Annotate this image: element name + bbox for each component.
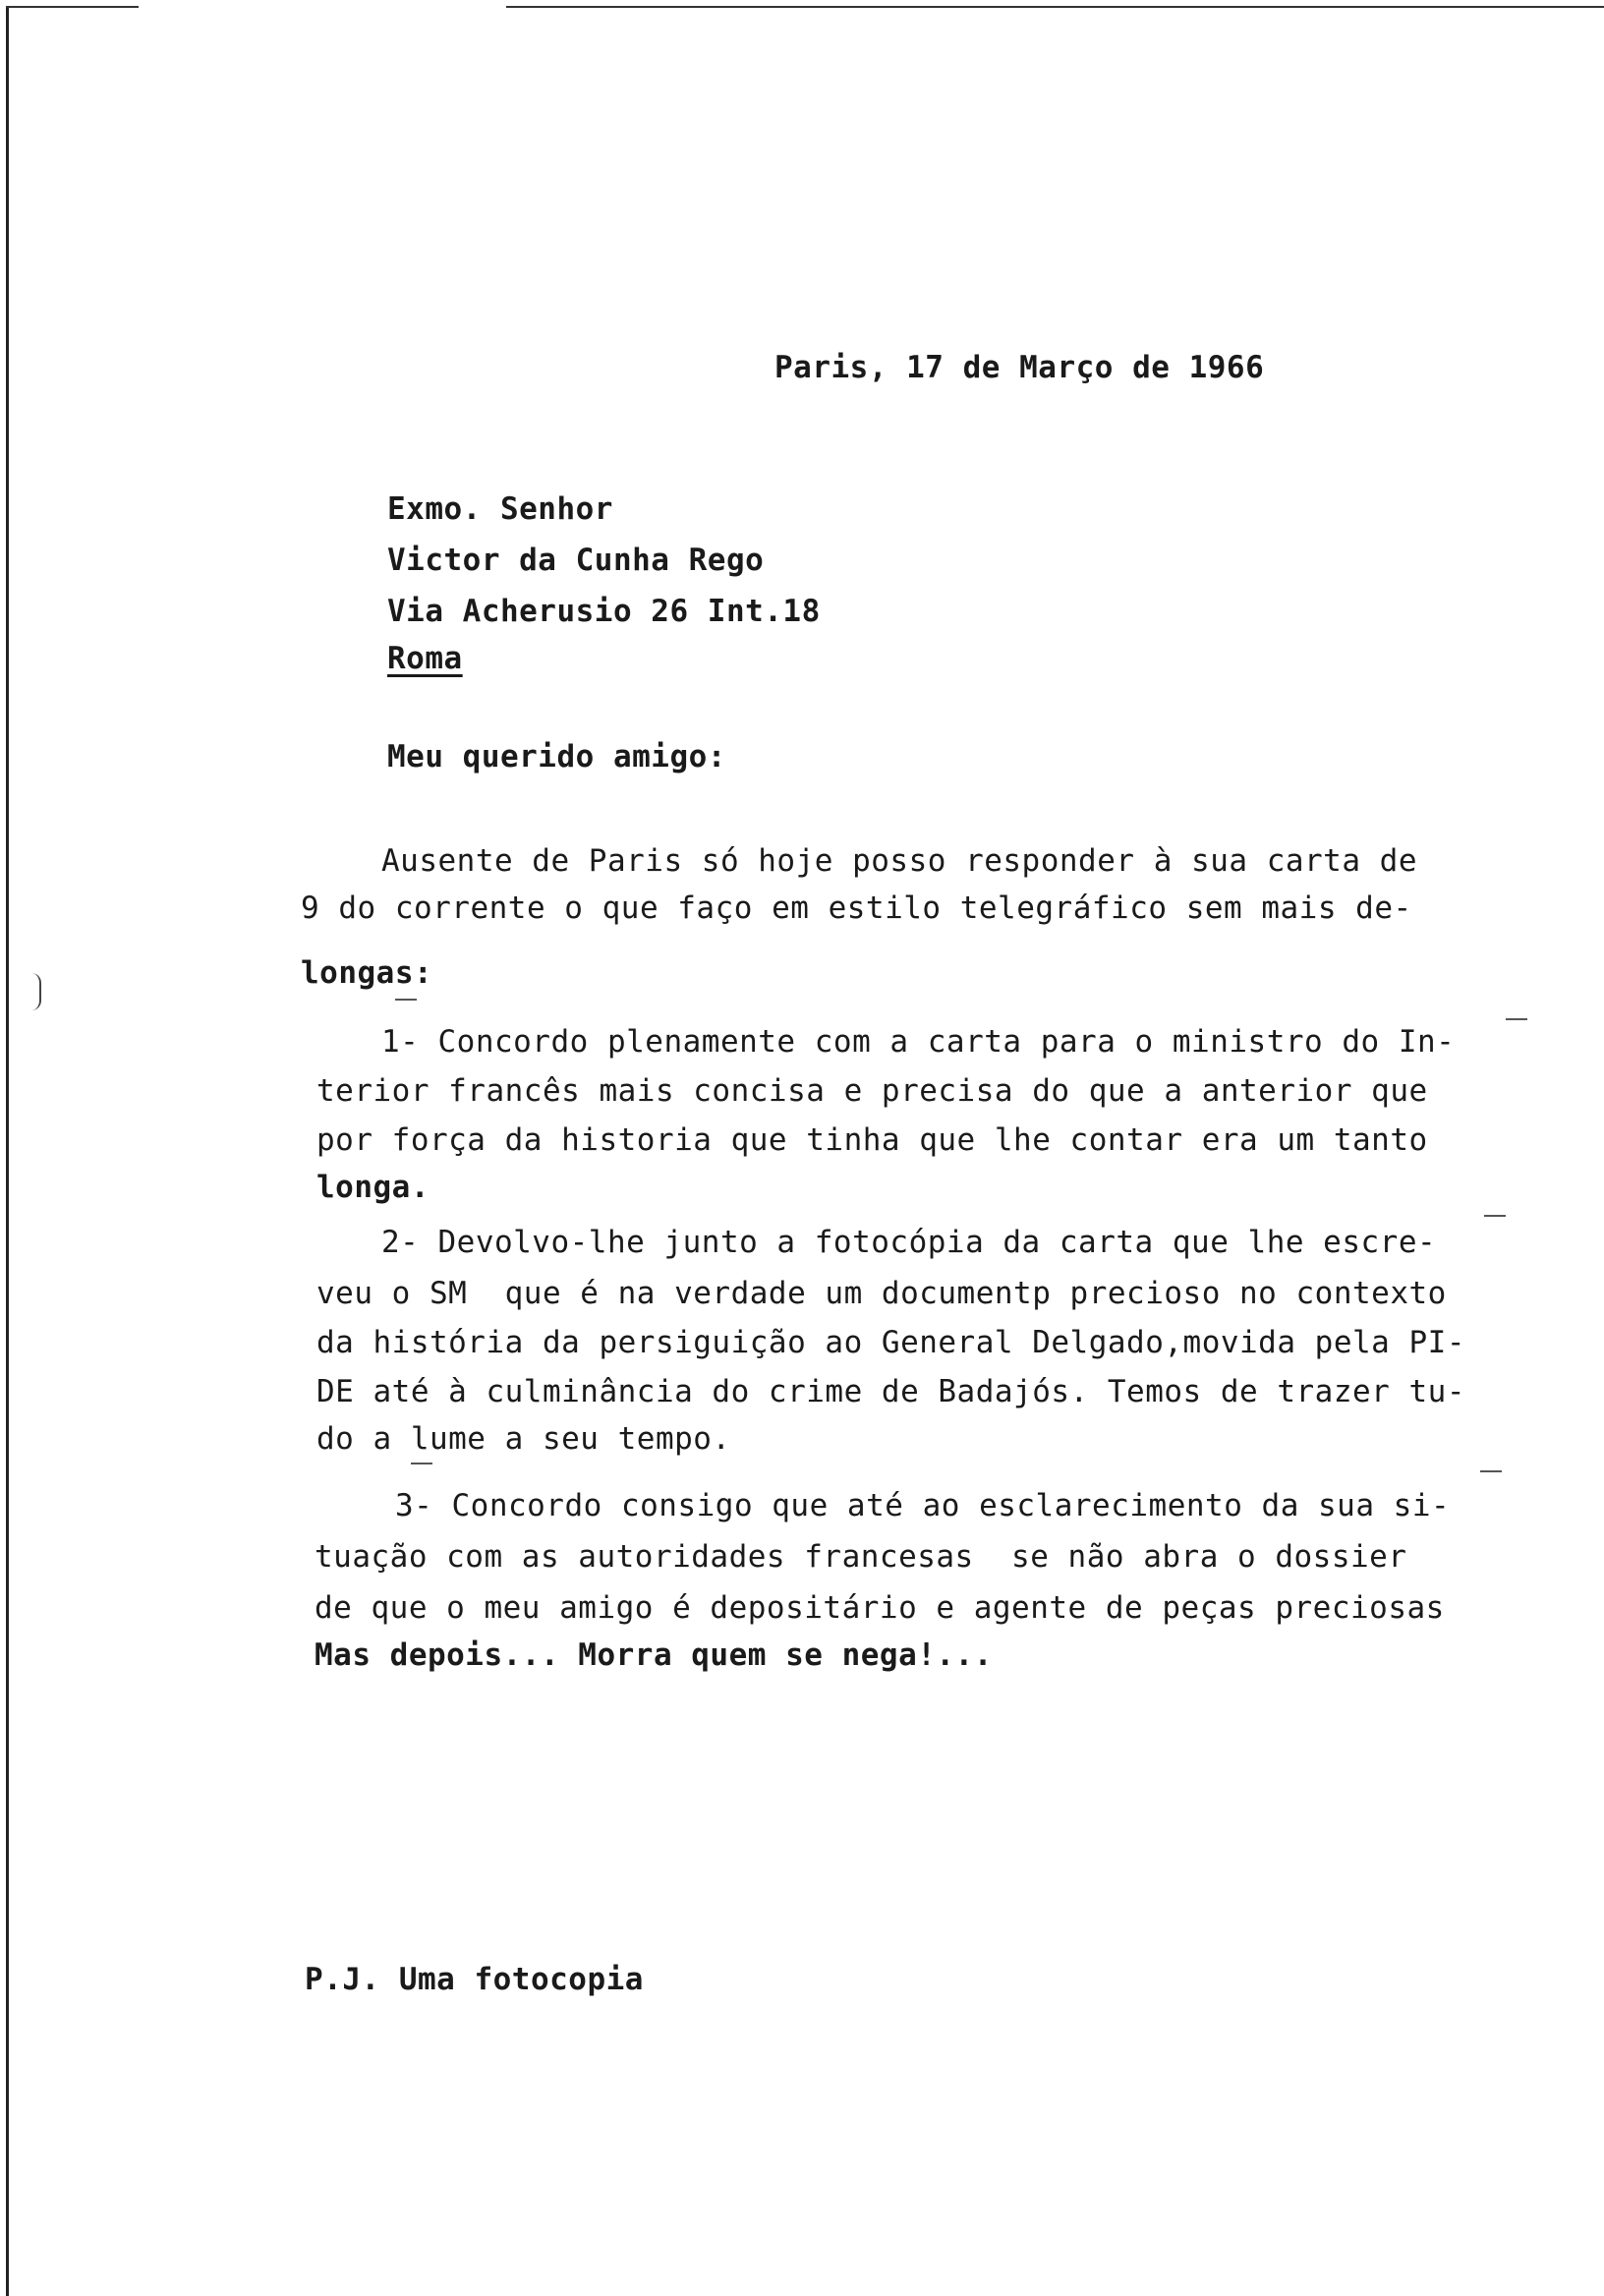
address-name: Victor da Cunha Rego xyxy=(387,543,765,578)
scan-border-left xyxy=(6,6,9,2296)
point2-line-4: DE até à culminância do crime de Badajós. Temos de trazer tu- xyxy=(316,1374,1465,1409)
margin-dash xyxy=(1506,1018,1527,1020)
date-line: Paris, 17 de Março de 1966 xyxy=(774,350,1265,385)
scan-border-top-right xyxy=(506,6,1604,8)
margin-dash xyxy=(395,999,417,1001)
margin-dash xyxy=(1484,1215,1506,1217)
enclosure-note: P.J. Uma fotocopia xyxy=(305,1962,644,1997)
point1-line-4: longa. xyxy=(316,1170,430,1205)
greeting: Meu querido amigo: xyxy=(387,739,726,775)
point1-line-3: por força da historia que tinha que lhe contar era um tanto xyxy=(316,1122,1428,1158)
address-city: Roma xyxy=(387,641,463,676)
margin-pencil-mark xyxy=(26,973,41,1010)
margin-dash xyxy=(411,1463,432,1464)
point3-line-1: 3- Concordo consigo que até ao esclarecimento da sua si- xyxy=(395,1488,1451,1523)
point3-line-3: de que o meu amigo é depositário e agente de peças preciosas xyxy=(315,1590,1445,1626)
scan-border-top-left xyxy=(6,6,139,8)
point2-line-1: 2- Devolvo-lhe junto a fotocópia da carta que lhe escre- xyxy=(381,1225,1437,1260)
intro-line-3: longas: xyxy=(301,955,433,991)
intro-line-2: 9 do corrente o que faço em estilo telegráfico sem mais de- xyxy=(301,890,1412,926)
point3-line-4: Mas depois... Morra quem se nega!... xyxy=(315,1637,993,1673)
address-street: Via Acherusio 26 Int.18 xyxy=(387,594,821,629)
point2-line-2: veu o SM que é na verdade um documentp precioso no contexto xyxy=(316,1276,1447,1311)
point1-line-1: 1- Concordo plenamente com a carta para o ministro do In- xyxy=(381,1024,1456,1060)
point2-line-3: da história da persiguição ao General Delgado,movida pela PI- xyxy=(316,1325,1465,1360)
point3-line-2: tuação com as autoridades francesas se não abra o dossier xyxy=(315,1539,1407,1575)
point1-line-2: terior francês mais concisa e precisa do que a anterior que xyxy=(316,1073,1428,1109)
margin-dash xyxy=(1480,1470,1502,1472)
point2-line-5: do a lume a seu tempo. xyxy=(316,1421,731,1457)
intro-line-1: Ausente de Paris só hoje posso responder à sua carta de xyxy=(381,843,1417,879)
address-title: Exmo. Senhor xyxy=(387,491,613,527)
